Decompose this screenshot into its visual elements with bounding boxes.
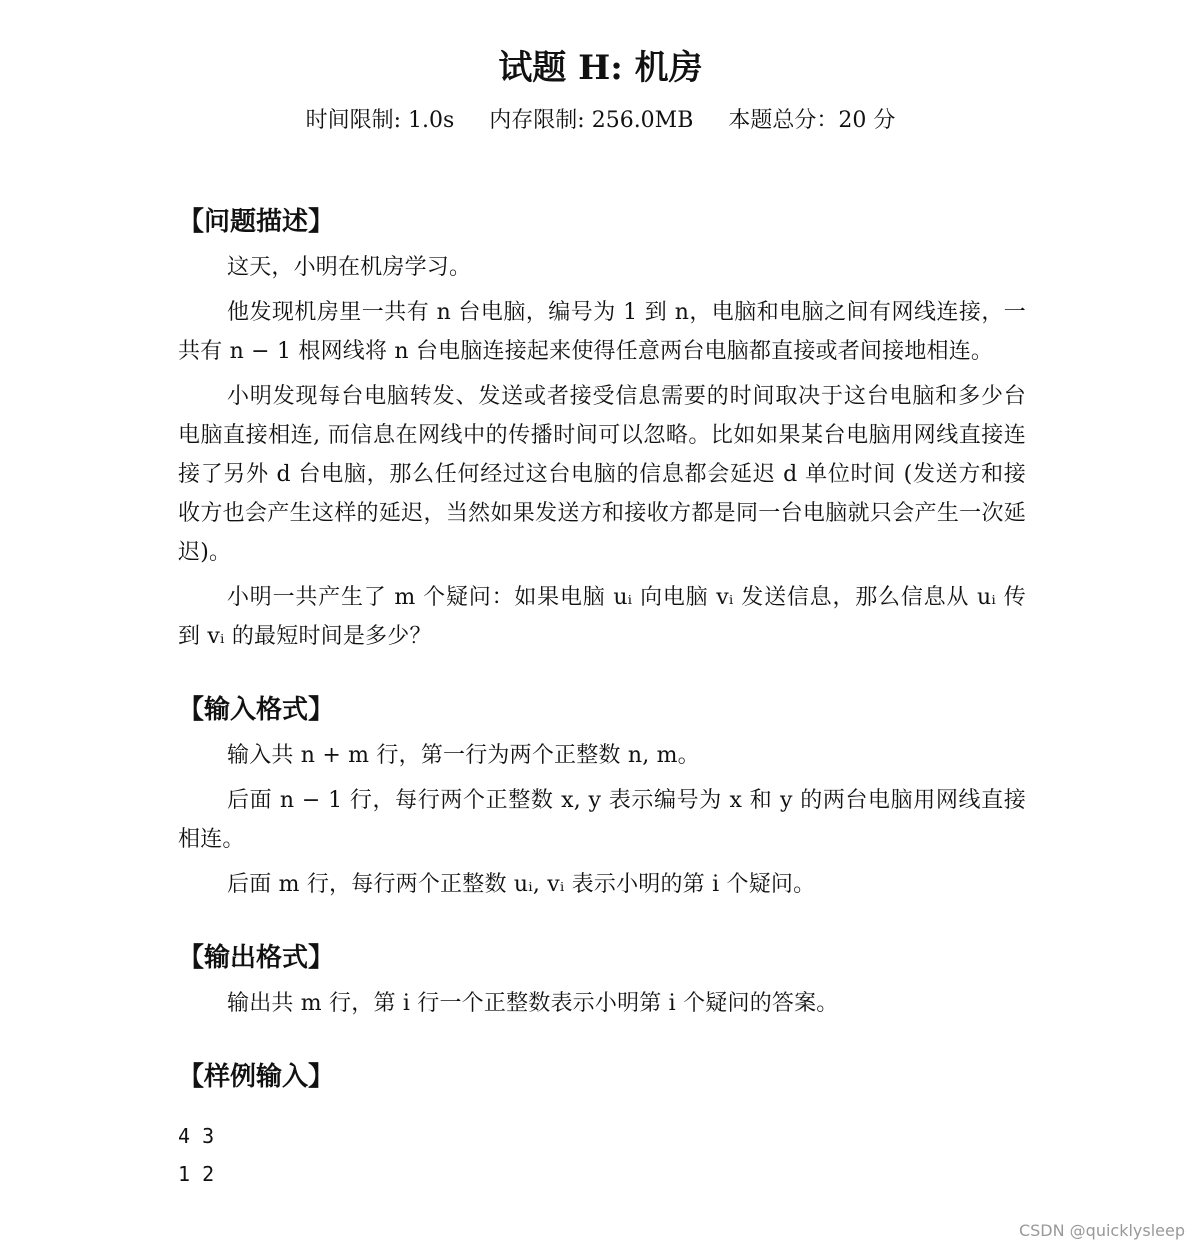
paragraph: 后面 n − 1 行，每行两个正整数 x, y 表示编号为 x 和 y 的两台电脑用网线直接相连。: [178, 788, 1026, 852]
paragraph: 输出共 m 行，第 i 行一个正整数表示小明第 i 个疑问的答案。: [227, 991, 839, 1016]
spacer: [178, 662, 1026, 688]
section-output-format: [178, 936, 1026, 1023]
section-sample-input: [178, 1055, 1026, 1193]
paragraph: 他发现机房里一共有 n 台电脑，编号为 1 到 n，电脑和电脑之间有网线连接，一共有 n − 1 根网线将 n 台电脑连接起来使得任意两台电脑都直接或者间接地相连。: [178, 300, 1026, 364]
sample-input-line: 4 3: [178, 1124, 215, 1148]
section-heading: 【输入格式】: [178, 695, 335, 725]
paragraph: 输入共 n + m 行，第一行为两个正整数 n, m。: [227, 743, 700, 768]
sample-input-line: 1 2: [178, 1162, 215, 1186]
paragraph: 小明发现每台电脑转发、发送或者接受信息需要的时间取决于这台电脑和多少台电脑直接相连, 而信息在网线中的传播时间可以忽略。比如如果某台电脑用网线直接连接了另外 d 台电脑，那么任何经过这台电脑的信息都会延迟 d 单位时间 (发送方和接收方也会产生这样的延迟，当然如果发送方和接收方都是同一台电脑就只会产生一次延迟)。: [178, 384, 1026, 565]
spacer: [178, 910, 1026, 936]
section-heading: 【样例输入】: [178, 1062, 335, 1092]
total-score: 本题总分：20 分: [728, 108, 896, 133]
problem-limits: [0, 104, 1201, 138]
paragraph: 后面 m 行，每行两个正整数 uᵢ, vᵢ 表示小明的第 i 个疑问。: [227, 872, 816, 897]
paragraph: 小明一共产生了 m 个疑问：如果电脑 uᵢ 向电脑 vᵢ 发送信息，那么信息从 uᵢ 传到 vᵢ 的最短时间是多少？: [178, 585, 1026, 649]
problem-title: 试题 H: 机房: [498, 48, 703, 88]
section-heading: 【问题描述】: [178, 207, 335, 237]
watermark: CSDN @quicklysleep: [1018, 1221, 1185, 1240]
spacer: [178, 1099, 1026, 1117]
time-limit: 时间限制: 1.0s: [305, 108, 455, 133]
section-problem-description: [178, 200, 1026, 656]
problem-content: [178, 200, 1026, 1193]
section-heading: 【输出格式】: [178, 943, 335, 973]
paragraph: 这天，小明在机房学习。: [227, 255, 472, 280]
section-input-format: [178, 688, 1026, 904]
spacer: [178, 1029, 1026, 1055]
memory-limit: 内存限制: 256.0MB: [489, 108, 694, 133]
